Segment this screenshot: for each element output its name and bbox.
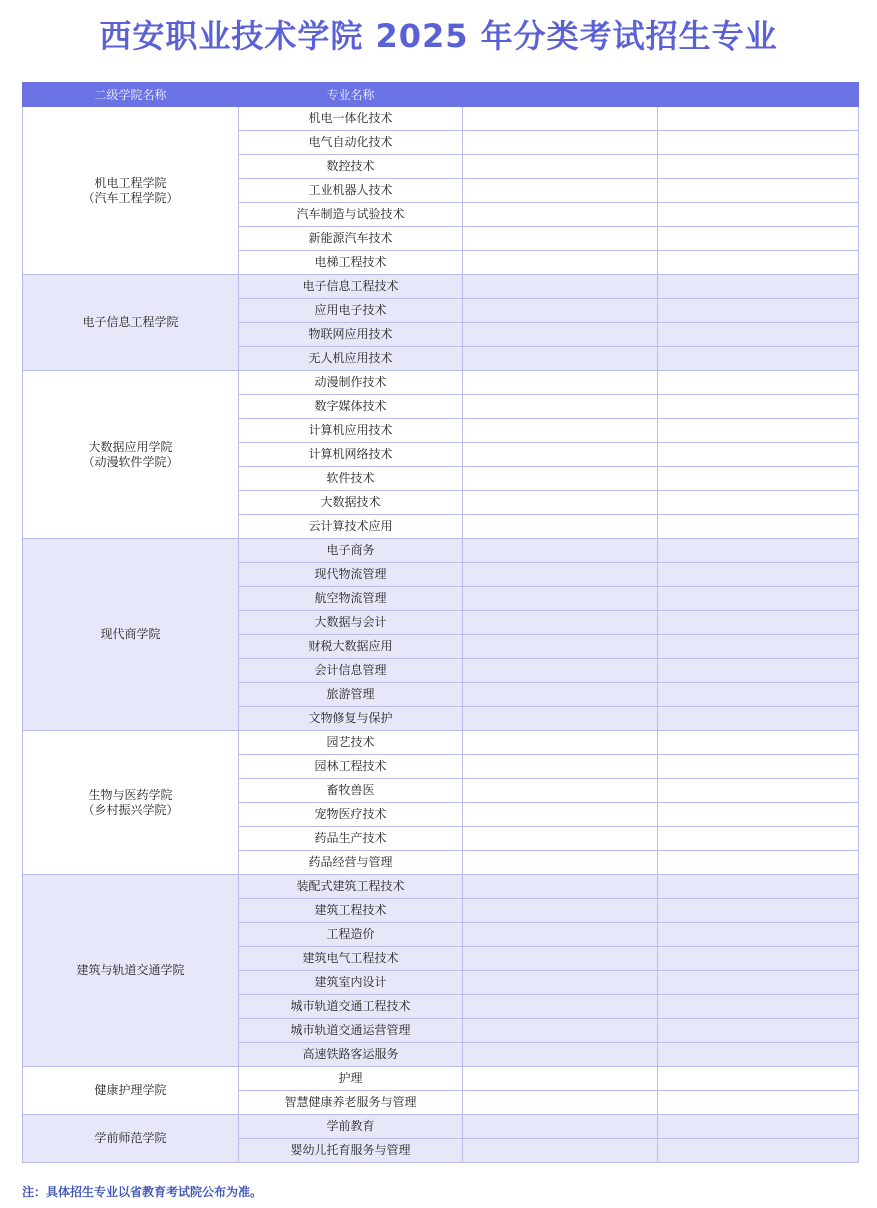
- blank-cell: [463, 131, 658, 155]
- major-name-cell: 数字媒体技术: [239, 395, 463, 419]
- blank-cell: [658, 1091, 859, 1115]
- blank-cell: [463, 1043, 658, 1067]
- blank-cell: [463, 755, 658, 779]
- table-row: [23, 875, 859, 899]
- blank-cell: [658, 995, 859, 1019]
- major-name-cell: 计算机应用技术: [239, 419, 463, 443]
- blank-cell: [658, 515, 859, 539]
- blank-cell: [463, 1067, 658, 1091]
- blank-cell: [658, 875, 859, 899]
- major-name-cell: 数控技术: [239, 155, 463, 179]
- blank-cell: [463, 635, 658, 659]
- blank-cell: [658, 947, 859, 971]
- major-name-cell: 园林工程技术: [239, 755, 463, 779]
- blank-cell: [463, 467, 658, 491]
- blank-cell: [658, 491, 859, 515]
- blank-cell: [463, 851, 658, 875]
- blank-cell: [463, 371, 658, 395]
- major-name-cell: 建筑工程技术: [239, 899, 463, 923]
- table-row: [23, 731, 859, 755]
- blank-cell: [463, 323, 658, 347]
- table-row: [23, 275, 859, 299]
- blank-cell: [658, 827, 859, 851]
- major-name-cell: 装配式建筑工程技术: [239, 875, 463, 899]
- blank-cell: [463, 659, 658, 683]
- blank-cell: [463, 923, 658, 947]
- major-name-cell: 计算机网络技术: [239, 443, 463, 467]
- blank-cell: [658, 971, 859, 995]
- major-name-cell: 会计信息管理: [239, 659, 463, 683]
- major-name-cell: 畜牧兽医: [239, 779, 463, 803]
- table-row: [23, 539, 859, 563]
- blank-cell: [658, 539, 859, 563]
- blank-cell: [658, 155, 859, 179]
- blank-cell: [463, 683, 658, 707]
- college-name-line: 机电工程学院: [94, 175, 167, 190]
- blank-cell: [658, 683, 859, 707]
- blank-cell: [658, 731, 859, 755]
- blank-cell: [658, 179, 859, 203]
- blank-cell: [463, 707, 658, 731]
- blank-cell: [658, 587, 859, 611]
- blank-cell: [463, 995, 658, 1019]
- major-name-cell: 高速铁路客运服务: [239, 1043, 463, 1067]
- major-name-cell: 园艺技术: [239, 731, 463, 755]
- major-name-cell: 物联网应用技术: [239, 323, 463, 347]
- blank-cell: [658, 107, 859, 131]
- blank-cell: [658, 1115, 859, 1139]
- major-name-cell: 航空物流管理: [239, 587, 463, 611]
- table-row: [23, 1067, 859, 1091]
- blank-cell: [463, 443, 658, 467]
- blank-cell: [658, 1139, 859, 1163]
- blank-cell: [463, 347, 658, 371]
- major-name-cell: 建筑电气工程技术: [239, 947, 463, 971]
- majors-table: [22, 82, 859, 1163]
- blank-cell: [658, 923, 859, 947]
- blank-cell: [463, 107, 658, 131]
- major-name-cell: 新能源汽车技术: [239, 227, 463, 251]
- blank-cell: [463, 731, 658, 755]
- blank-cell: [463, 779, 658, 803]
- blank-cell: [658, 323, 859, 347]
- college-name-line: （乡村振兴学院）: [82, 802, 179, 817]
- blank-cell: [658, 395, 859, 419]
- major-name-cell: 现代物流管理: [239, 563, 463, 587]
- blank-cell: [658, 371, 859, 395]
- major-name-cell: 电梯工程技术: [239, 251, 463, 275]
- major-name-cell: 学前教育: [239, 1115, 463, 1139]
- blank-cell: [463, 899, 658, 923]
- college-name-line: 建筑与轨道交通学院: [76, 963, 185, 977]
- blank-cell: [658, 755, 859, 779]
- blank-cell: [658, 299, 859, 323]
- blank-cell: [463, 563, 658, 587]
- major-name-cell: 工业机器人技术: [239, 179, 463, 203]
- college-name-cell: [23, 539, 239, 731]
- college-name-line: （动漫软件学院）: [82, 454, 179, 469]
- blank-cell: [658, 1067, 859, 1091]
- major-name-cell: 护理: [239, 1067, 463, 1091]
- blank-cell: [658, 707, 859, 731]
- table-row: [23, 107, 859, 131]
- blank-cell: [463, 803, 658, 827]
- college-name-line: 健康护理学院: [94, 1083, 167, 1097]
- college-name-line: （汽车工程学院）: [82, 190, 179, 205]
- blank-cell: [463, 275, 658, 299]
- blank-cell: [463, 491, 658, 515]
- major-name-cell: 文物修复与保护: [239, 707, 463, 731]
- major-name-cell: 财税大数据应用: [239, 635, 463, 659]
- major-name-cell: 云计算技术应用: [239, 515, 463, 539]
- blank-cell: [463, 515, 658, 539]
- major-name-cell: 建筑室内设计: [239, 971, 463, 995]
- college-column-header: 二级学院名称: [23, 83, 239, 107]
- blank-cell: [658, 1043, 859, 1067]
- blank-cell: [463, 587, 658, 611]
- table-body: [23, 107, 859, 1163]
- major-name-cell: 宠物医疗技术: [239, 803, 463, 827]
- blank-cell: [658, 347, 859, 371]
- table-row: [23, 371, 859, 395]
- major-name-cell: 汽车制造与试验技术: [239, 203, 463, 227]
- college-name-cell: [23, 1115, 239, 1163]
- blank-cell: [658, 275, 859, 299]
- major-name-cell: 旅游管理: [239, 683, 463, 707]
- blank-cell: [658, 899, 859, 923]
- college-name-line: 电子信息工程学院: [82, 315, 179, 329]
- blank-cell: [658, 635, 859, 659]
- major-name-cell: 电子商务: [239, 539, 463, 563]
- blank-cell: [463, 539, 658, 563]
- major-name-cell: 无人机应用技术: [239, 347, 463, 371]
- major-name-cell: 应用电子技术: [239, 299, 463, 323]
- blank-cell: [463, 203, 658, 227]
- blank-cell: [463, 971, 658, 995]
- major-name-cell: 电气自动化技术: [239, 131, 463, 155]
- college-name-cell: [23, 107, 239, 275]
- blank-cell: [463, 299, 658, 323]
- college-name-cell: [23, 275, 239, 371]
- major-name-cell: 动漫制作技术: [239, 371, 463, 395]
- blank-cell: [658, 419, 859, 443]
- blank-cell: [463, 1139, 658, 1163]
- major-name-cell: 机电一体化技术: [239, 107, 463, 131]
- blank-cell: [658, 563, 859, 587]
- blank-cell: [658, 467, 859, 491]
- blank-cell: [463, 227, 658, 251]
- blank-cell: [658, 131, 859, 155]
- major-name-cell: 软件技术: [239, 467, 463, 491]
- major-name-cell: 工程造价: [239, 923, 463, 947]
- major-name-cell: 药品生产技术: [239, 827, 463, 851]
- college-name-cell: [23, 875, 239, 1067]
- blank-cell: [463, 179, 658, 203]
- table-header-row: [23, 83, 859, 107]
- blank-cell: [658, 1019, 859, 1043]
- blank-cell: [463, 155, 658, 179]
- major-name-cell: 智慧健康养老服务与管理: [239, 1091, 463, 1115]
- blank-cell: [658, 251, 859, 275]
- blank-cell: [463, 1019, 658, 1043]
- blank-cell: [463, 395, 658, 419]
- college-name-cell: [23, 1067, 239, 1115]
- table-row: [23, 1115, 859, 1139]
- blank-cell: [658, 203, 859, 227]
- major-name-cell: 药品经营与管理: [239, 851, 463, 875]
- blank-cell: [463, 611, 658, 635]
- major-name-cell: 电子信息工程技术: [239, 275, 463, 299]
- blank-cell: [658, 611, 859, 635]
- blank-cell: [658, 227, 859, 251]
- blank-cell: [463, 875, 658, 899]
- footnote: 注：具体招生专业以省教育考试院公布为准。: [22, 1185, 263, 1199]
- blank-cell: [463, 947, 658, 971]
- blank-cell: [463, 1091, 658, 1115]
- blank-cell: [658, 779, 859, 803]
- major-name-cell: 城市轨道交通运营管理: [239, 1019, 463, 1043]
- blank-cell: [658, 851, 859, 875]
- college-name-cell: [23, 731, 239, 875]
- blank-cell: [463, 1115, 658, 1139]
- major-name-cell: 大数据技术: [239, 491, 463, 515]
- blank-column-header: [658, 83, 859, 107]
- college-name-line: 生物与医药学院: [88, 787, 173, 802]
- blank-cell: [463, 419, 658, 443]
- college-name-line: 大数据应用学院: [88, 439, 173, 454]
- blank-cell: [463, 827, 658, 851]
- major-name-cell: 婴幼儿托育服务与管理: [239, 1139, 463, 1163]
- blank-cell: [658, 659, 859, 683]
- blank-cell: [463, 251, 658, 275]
- college-name-cell: [23, 371, 239, 539]
- major-column-header: 专业名称: [239, 83, 463, 107]
- college-name-line: 现代商学院: [100, 627, 161, 641]
- blank-cell: [658, 803, 859, 827]
- major-name-cell: 城市轨道交通工程技术: [239, 995, 463, 1019]
- blank-column-header: [463, 83, 658, 107]
- page-title: 西安职业技术学院 2025 年分类考试招生专业: [99, 17, 778, 55]
- major-name-cell: 大数据与会计: [239, 611, 463, 635]
- college-name-line: 学前师范学院: [94, 1131, 167, 1145]
- blank-cell: [658, 443, 859, 467]
